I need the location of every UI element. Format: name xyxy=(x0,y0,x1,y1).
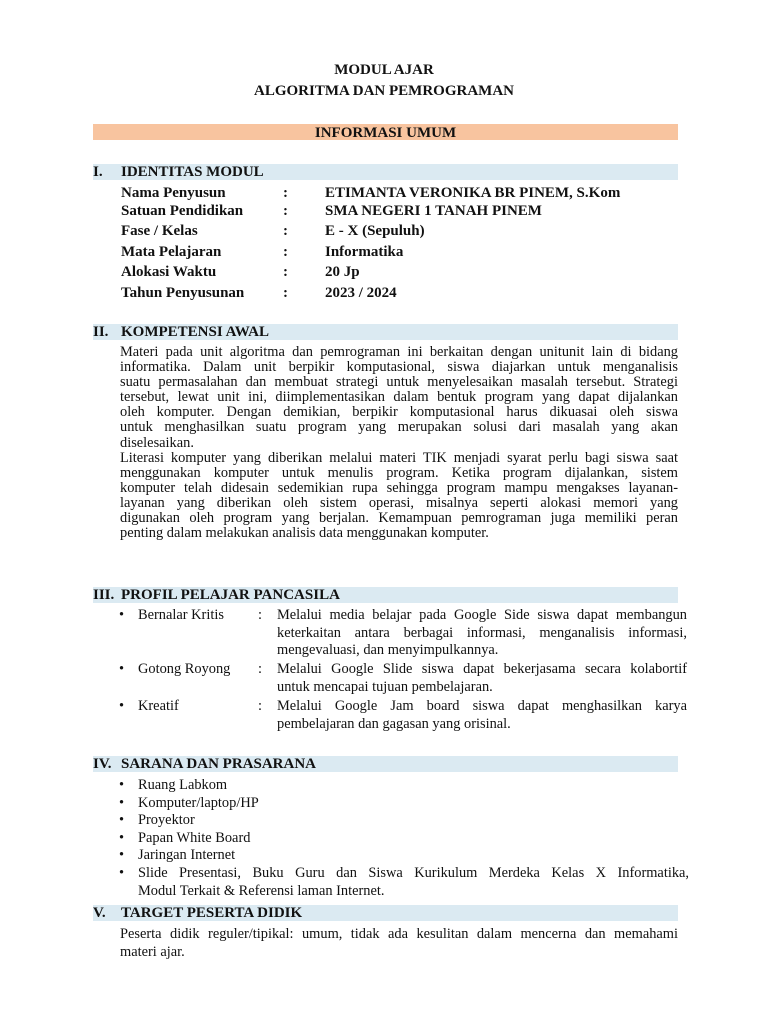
sarana-item xyxy=(119,795,689,813)
profil-colon: : xyxy=(258,661,262,677)
sarana-item-line: Modul Terkait & Referensi laman Internet. xyxy=(138,882,385,899)
section-title-kompetensi: KOMPETENSI AWAL xyxy=(121,324,269,340)
profil-description-line: Melalui Google Slide siswa dapat bekerjasama secara kolabortif xyxy=(277,661,687,677)
identitas-label: Nama Penyusun xyxy=(121,185,226,201)
bullet-icon: • xyxy=(119,794,125,811)
identitas-row xyxy=(121,222,681,240)
identitas-row xyxy=(121,243,681,261)
identitas-colon: : xyxy=(283,223,288,239)
sarana-item xyxy=(119,830,689,848)
kompetensi-line: suatu permasalahan dan membuat strategi untuk menyelesaikan masalah tersebut. Strategi xyxy=(120,374,678,391)
section-title-target: TARGET PESERTA DIDIK xyxy=(121,905,303,921)
identitas-row xyxy=(121,184,681,202)
profil-colon: : xyxy=(258,698,262,714)
profil-description-line: untuk mencapai tujuan pembelajaran. xyxy=(277,678,493,695)
bullet-icon: • xyxy=(119,777,125,793)
info-umum-band xyxy=(93,124,678,140)
identitas-label: Alokasi Waktu xyxy=(121,264,217,280)
section-number-target: V. xyxy=(93,905,106,921)
sarana-item xyxy=(119,865,689,900)
sarana-item-line: Ruang Labkom xyxy=(138,777,228,793)
document-subtitle: ALGORITMA DAN PEMROGRAMAN xyxy=(254,83,514,99)
sarana-item-line: Komputer/laptop/HP xyxy=(138,794,259,811)
sarana-list xyxy=(119,777,689,900)
profil-label: Kreatif xyxy=(138,698,179,714)
bullet-icon: • xyxy=(119,698,125,714)
kompetensi-line: Literasi komputer yang diberikan melalui materi TIK menjadi syarat perlu bagi siswa saat xyxy=(120,449,678,466)
kompetensi-line: informatika. Dalam unit berpikir komputasional, siswa diajarkan untuk menganalisis xyxy=(120,359,678,376)
identitas-colon: : xyxy=(283,203,288,219)
kompetensi-line: menggunakan komputer untuk menulis program. Ketika program dijalankan, sistem xyxy=(120,464,678,481)
sarana-item xyxy=(119,812,689,830)
target-line: Peserta didik reguler/tipikal: umum, tidak ada kesulitan dalam mencerna dan memahami xyxy=(120,926,678,942)
kompetensi-line: komputer telah didesain sedemikian rupa sehingga program mampu mengakses layanan- xyxy=(120,479,678,496)
section-number-profil: III. xyxy=(93,587,115,603)
section-title-identitas: IDENTITAS MODUL xyxy=(121,164,264,180)
identitas-colon: : xyxy=(283,285,288,301)
profil-description xyxy=(277,607,687,660)
identitas-row xyxy=(121,263,681,281)
bullet-icon: • xyxy=(119,829,125,846)
kompetensi-line: penting dalam melakukan analisis data menggunakan komputer. xyxy=(120,525,489,542)
profil-description-line: keterkaitan antara berbagai informasi, menganalisis informasi, xyxy=(277,624,687,641)
section-number-identitas: I. xyxy=(93,164,103,180)
profil-description xyxy=(277,661,687,696)
kompetensi-line: diselesaikan. xyxy=(120,434,194,451)
kompetensi-line: tersebut, lewat unit ini, diimplementasikan dalam bentuk program yang dapat dijalankan xyxy=(120,389,678,406)
profil-colon: : xyxy=(258,607,262,623)
sarana-item-line: Proyektor xyxy=(138,812,195,829)
bullet-icon: • xyxy=(119,661,125,677)
identitas-label: Mata Pelajaran xyxy=(121,244,222,260)
bullet-icon: • xyxy=(119,847,125,864)
identitas-label: Tahun Penyusunan xyxy=(121,285,245,301)
sarana-item xyxy=(119,847,689,865)
kompetensi-paragraph xyxy=(120,345,678,541)
identitas-value: SMA NEGERI 1 TANAH PINEM xyxy=(325,203,542,219)
identitas-colon: : xyxy=(283,264,288,280)
target-line: materi ajar. xyxy=(120,943,185,960)
profil-description-line: Melalui Google Jam board siswa dapat menghasilkan karya xyxy=(277,698,687,714)
identitas-value: Informatika xyxy=(325,244,404,260)
profil-description xyxy=(277,698,687,733)
document-title: MODUL AJAR xyxy=(334,62,434,78)
identitas-label: Satuan Pendidikan xyxy=(121,203,244,219)
info-umum-label: INFORMASI UMUM xyxy=(314,125,457,141)
profil-description-line: mengevaluasi, dan menyimpulkannya. xyxy=(277,642,499,658)
kompetensi-line: Materi pada unit algoritma dan pemrograman ini berkaitan dengan unitunit lain di bidang xyxy=(120,344,678,360)
sarana-item xyxy=(119,777,689,795)
kompetensi-line: untuk menghasilkan suatu program yang merupakan solusi dari masalah yang akan xyxy=(120,419,678,436)
profil-description-line: Melalui media belajar pada Google Side siswa dapat membangun xyxy=(277,607,687,623)
section-title-sarana: SARANA DAN PRASARANA xyxy=(121,756,317,772)
section-title-profil: PROFIL PELAJAR PANCASILA xyxy=(121,587,340,603)
identitas-value: 20 Jp xyxy=(325,264,360,280)
bullet-icon: • xyxy=(119,864,125,881)
identitas-row xyxy=(121,284,681,302)
identitas-colon: : xyxy=(283,244,288,260)
section-number-sarana: IV. xyxy=(93,756,112,772)
target-paragraph xyxy=(120,926,678,961)
profil-label: Bernalar Kritis xyxy=(138,607,224,623)
profil-label: Gotong Royong xyxy=(138,661,231,677)
identitas-value: E - X (Sepuluh) xyxy=(325,223,425,239)
profil-description-line: pembelajaran dan gagasan yang orisinal. xyxy=(277,715,511,732)
identitas-label: Fase / Kelas xyxy=(121,223,198,239)
bullet-icon: • xyxy=(119,812,125,829)
section-number-kompetensi: II. xyxy=(93,324,109,340)
kompetensi-line: digunakan oleh program yang berjalan. Kemampuan pemrograman juga memiliki peran xyxy=(120,510,678,527)
identitas-colon: : xyxy=(283,185,288,201)
sarana-item-line: Slide Presentasi, Buku Guru dan Siswa Kurikulum Merdeka Kelas X Informatika, xyxy=(138,864,689,881)
identitas-value: 2023 / 2024 xyxy=(325,285,397,301)
identitas-row xyxy=(121,202,681,220)
sarana-item-line: Jaringan Internet xyxy=(138,847,236,864)
sarana-item-line: Papan White Board xyxy=(138,829,251,846)
kompetensi-line: layanan yang diberikan oleh sistem operasi, misalnya seperti alokasi memori yang xyxy=(120,494,678,511)
bullet-icon: • xyxy=(119,607,125,623)
kompetensi-line: oleh komputer. Dengan demikian, berpikir komputasional harus dikuasai oleh siswa xyxy=(120,404,678,421)
identitas-value: ETIMANTA VERONIKA BR PINEM, S.Kom xyxy=(325,185,621,201)
